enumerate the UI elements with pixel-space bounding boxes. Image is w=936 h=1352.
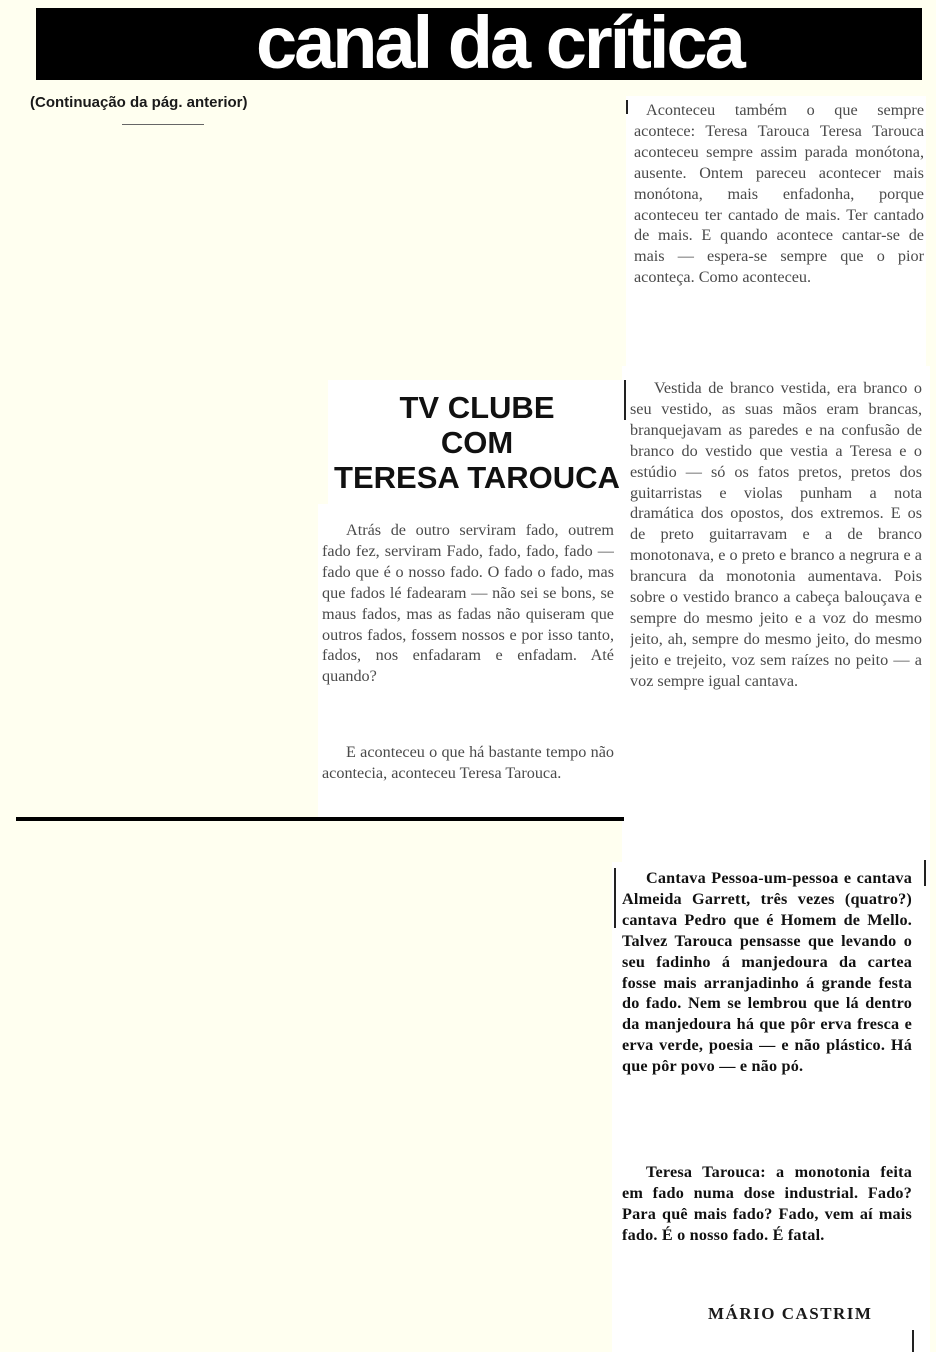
masthead-title: canal da crítica [256,1,743,84]
column-rule [614,868,616,928]
article-paragraph-2: E aconteceu o que há bastante tempo não acontecia, aconteceu Teresa Tarouca. [322,743,614,782]
section-divider [16,817,624,821]
article-paragraph-1: Atrás de outro serviram fado, outrem fado fez, serviram Fado, fado, fado, fado — fado que é o nosso fado. O fado o fado, mas que fados lé fadearam — não sei se bons, se maus fados, mas as fadas não quiseram que outros fados, fossem nossos e por isso tanto, fados, nos enfadaram e enfadam. Até quando? [322,521,614,686]
headline-line-3: TERESA TAROUCA [334,460,620,495]
column-rule [626,100,628,114]
continuation-rule [122,124,204,125]
headline-line-2: COM [440,425,514,460]
continuation-note: (Continuação da pág. anterior) [30,94,248,111]
masthead-bar [36,1,922,84]
article-paragraph-3: Aconteceu também o que sempre acontece: Teresa Tarouca Teresa Tarouca aconteceu sempre assim parada monótona, ausente. Ontem pareceu acontecer mais monótona, mais enfadonha, porque aconteceu ter cantado de mais. Ter cantado de mais. E quando acontece cantar-se de mais — espera-se sempre que o pior aconteça. Como aconteceu. [634,101,924,287]
article-paragraph-4: Vestida de branco vestida, era branco o seu vestido, as suas mãos eram brancas, branquejavam as paredes e na confusão de branco do vestido que vestia a Teresa e o estúdio — só os fatos pretos, pretos dos guitarristas e violas punham a nota dramática dos opostos, dos extremos. E os de preto guitarravam e a de branco monotonava, e o preto e branco a negrura e a brancura da monotonia aumentava. Pois sobre o vestido branco a cabeça balouçava e sempre do mesmo jeito e a voz do mesmo jeito, ah, sempre do mesmo jeito, do mesmo jeito e trejeito, voz sem raízes no peito — a voz sempre igual cantava. [630,379,922,690]
column-rule [924,860,926,886]
article-headline [328,390,626,495]
author-signature: MÁRIO CASTRIM [708,1304,873,1323]
article-paragraph-6: Teresa Tarouca: a monotonia feita em fado numa dose industrial. Fado? Para quê mais fado? Fado, vem aí mais fado. É o nosso fado. É fatal. [622,1163,912,1244]
article-paragraph-5: Cantava Pessoa-um-pessoa e cantava Almeida Garrett, três vezes (quatro?) cantava Pedro que é Homem de Mello. Talvez Tarouca pensasse que levando o seu fadinho á manjedoura da cartea fosse mais arranjadinho á grande festa do fado. Nem se lembrou que lá dentro da manjedoura há que pôr erva fresca e erva verde, poesia — e não plástico. Há que pôr povo — e não pó. [622,869,912,1076]
headline-line-1: TV CLUBE [399,390,555,425]
column-rule [912,1330,914,1352]
